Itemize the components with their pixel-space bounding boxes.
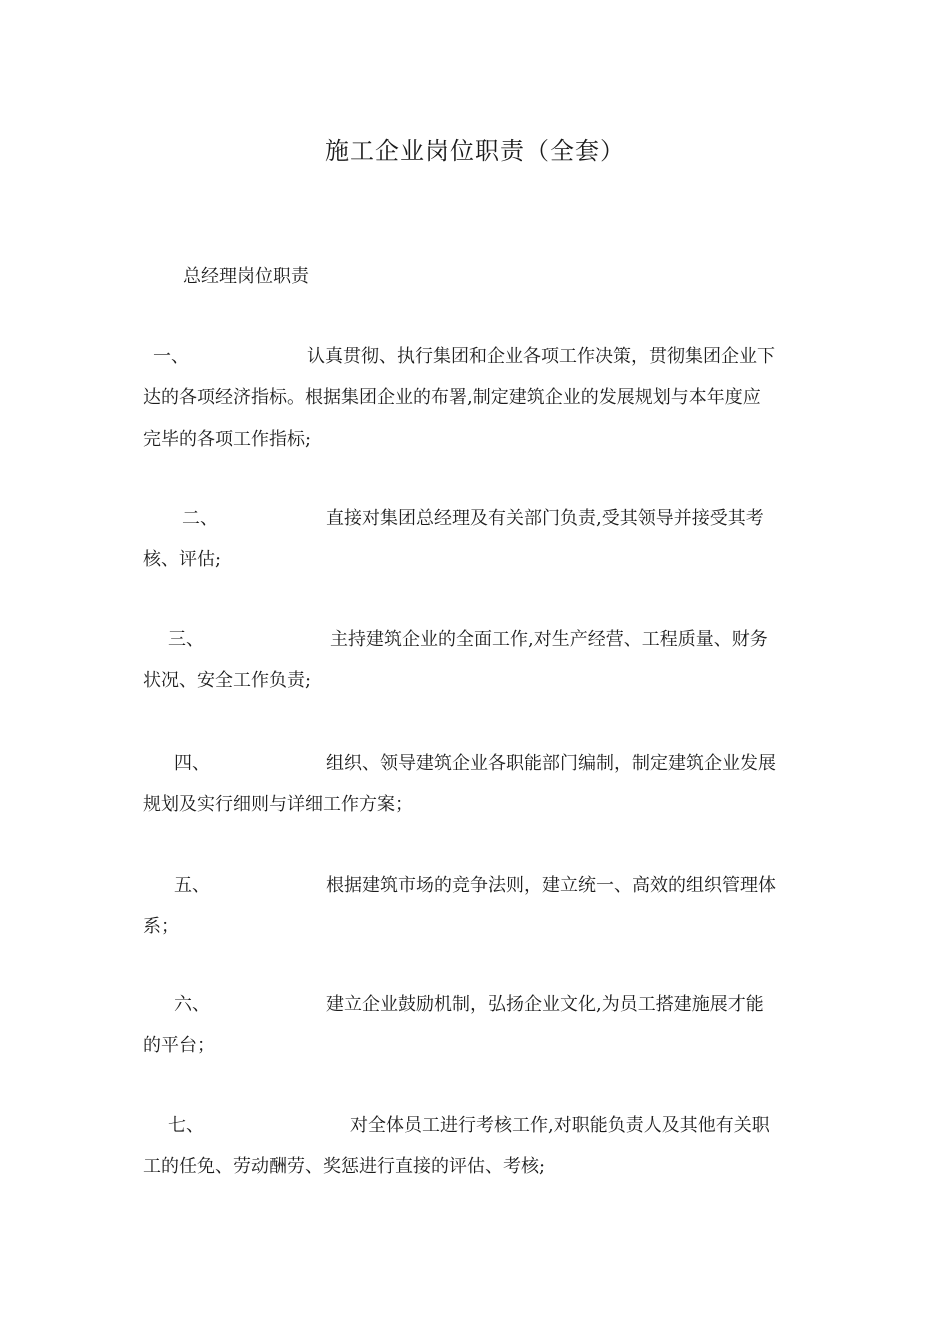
document-title: 施工企业岗位职责（全套） bbox=[325, 137, 625, 165]
clause-lead-text: 对全体员工进行考核工作,对职能负责人及其他有关职 bbox=[350, 1115, 770, 1136]
clause-5 bbox=[143, 866, 818, 948]
clause-continuation: 系； bbox=[143, 916, 179, 937]
clause-number: 五、 bbox=[174, 875, 210, 896]
clause-continuation: 达的各项经济指标。根据集团企业的布署,制定建筑企业的发展规划与本年度应 bbox=[143, 387, 761, 408]
clause-lead-text: 直接对集团总经理及有关部门负责,受其领导并接受其考 bbox=[326, 508, 764, 529]
clause-continuation: 规划及实行细则与详细工作方案； bbox=[143, 794, 413, 815]
clause-continuation: 完毕的各项工作指标; bbox=[143, 429, 312, 450]
clause-6 bbox=[143, 985, 818, 1067]
clause-continuation: 核、评估; bbox=[143, 549, 222, 570]
clause-continuation: 的平台； bbox=[143, 1035, 215, 1056]
clause-lead-text: 组织、领导建筑企业各职能部门编制，制定建筑企业发展 bbox=[326, 753, 776, 774]
clause-7 bbox=[143, 1106, 818, 1188]
clause-continuation: 工的任免、劳动酬劳、奖惩进行直接的评估、考核; bbox=[143, 1156, 546, 1177]
clause-number: 二、 bbox=[182, 508, 218, 529]
clause-number: 六、 bbox=[174, 994, 210, 1015]
clause-number: 四、 bbox=[174, 753, 210, 774]
clause-lead-text: 认真贯彻、执行集团和企业各项工作决策，贯彻集团企业下 bbox=[307, 346, 775, 367]
clause-number: 三、 bbox=[168, 629, 204, 650]
clause-lead-text: 建立企业鼓励机制，弘扬企业文化,为员工搭建施展才能 bbox=[326, 994, 764, 1015]
clause-1 bbox=[143, 337, 818, 461]
clause-3 bbox=[143, 620, 818, 702]
clause-number: 一、 bbox=[153, 346, 189, 367]
clause-4 bbox=[143, 744, 818, 826]
section-heading: 总经理岗位职责 bbox=[183, 266, 309, 287]
clause-continuation: 状况、安全工作负责; bbox=[143, 670, 312, 691]
clause-lead-text: 根据建筑市场的竞争法则，建立统一、高效的组织管理体 bbox=[326, 875, 776, 896]
clause-2 bbox=[143, 499, 818, 581]
clause-number: 七、 bbox=[168, 1115, 204, 1136]
clause-lead-text: 主持建筑企业的全面工作,对生产经营、工程质量、财务 bbox=[330, 629, 768, 650]
